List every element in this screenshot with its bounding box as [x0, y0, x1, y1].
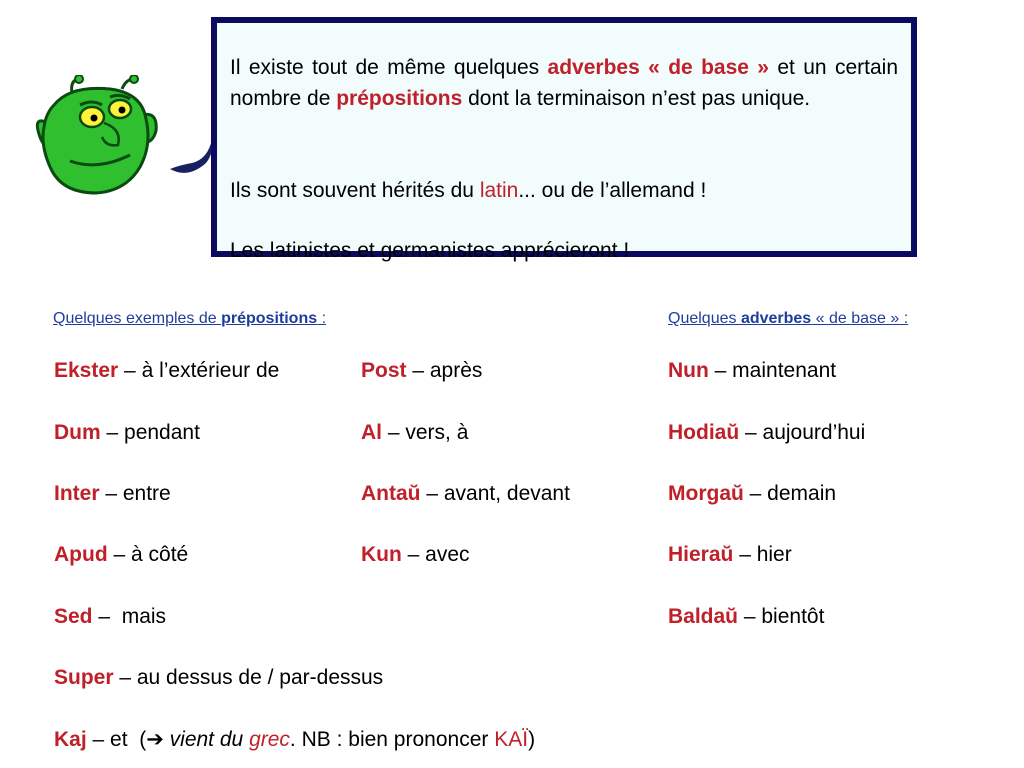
translation: – à côté	[107, 543, 189, 566]
preposition-entry	[361, 358, 482, 384]
header-text: « de base » :	[811, 310, 909, 327]
preposition-entry	[54, 420, 200, 446]
esperanto-word: Kaj	[54, 728, 87, 751]
info-text: et un certain nombre de	[230, 56, 898, 110]
info-text: Les latinistes et germanistes apprécieront !	[230, 239, 630, 262]
translation: – bientôt	[738, 605, 825, 628]
preposition-entry	[54, 604, 166, 630]
translation: – au dessus de / par-dessus	[113, 666, 384, 689]
adverb-entry	[668, 358, 836, 384]
adverb-entry	[668, 481, 836, 507]
arrow-right-icon: ➔	[146, 728, 164, 751]
info-text: ... ou de l’allemand !	[518, 179, 707, 202]
preposition-entry	[361, 542, 470, 568]
info-text: dont la terminaison n’est pas unique.	[462, 87, 811, 110]
translation: – avant, devant	[420, 482, 570, 505]
translation: – maintenant	[708, 359, 837, 382]
esperanto-word: Al	[361, 421, 382, 444]
info-paragraph-2	[230, 175, 898, 206]
keyword-kai: KAÏ	[494, 728, 529, 751]
esperanto-word: Post	[361, 359, 407, 382]
translation: – demain	[743, 482, 837, 505]
info-text: Il existe tout de même quelques	[230, 56, 548, 79]
adverb-entry	[668, 420, 865, 446]
esperanto-word: Hieraŭ	[668, 543, 734, 566]
translation: – avec	[401, 543, 470, 566]
esperanto-word: Morgaŭ	[668, 482, 744, 505]
header-bold-text: prépositions	[221, 310, 318, 327]
header-bold-text: adverbes	[740, 310, 812, 327]
preposition-entry	[54, 542, 188, 568]
keyword-grec: grec	[249, 728, 290, 751]
preposition-entry	[54, 358, 279, 384]
translation: – et (	[86, 728, 147, 751]
etymology-text: vient du	[163, 728, 250, 751]
adverb-entry	[668, 542, 792, 568]
header-text: Quelques	[668, 310, 741, 327]
esperanto-word: Ekster	[54, 359, 119, 382]
esperanto-word: Antaŭ	[361, 482, 421, 505]
translation: – après	[406, 359, 483, 382]
translation: – pendant	[100, 421, 200, 444]
preposition-entry	[54, 665, 383, 691]
keyword-prepositions: prépositions	[336, 87, 463, 110]
pronunciation-note: . NB : bien prononcer	[289, 728, 495, 751]
esperanto-word: Dum	[54, 421, 101, 444]
esperanto-word: Super	[54, 666, 114, 689]
keyword-adverbes: adverbes « de base »	[547, 56, 769, 79]
esperanto-word: Nun	[668, 359, 709, 382]
translation: – hier	[733, 543, 792, 566]
translation: – entre	[99, 482, 171, 505]
prepositions-section-header	[53, 310, 326, 328]
esperanto-word: Apud	[54, 543, 108, 566]
header-text: :	[317, 310, 327, 327]
esperanto-word: Sed	[54, 605, 93, 628]
translation: – mais	[92, 605, 167, 628]
translation: – vers, à	[382, 421, 469, 444]
adverbs-section-header	[668, 310, 908, 328]
esperanto-word: Kun	[361, 543, 402, 566]
preposition-entry	[361, 481, 570, 507]
info-paragraph-3	[230, 235, 898, 266]
info-paragraph-1	[230, 52, 898, 114]
preposition-entry	[54, 481, 171, 507]
esperanto-word: Inter	[54, 482, 100, 505]
esperanto-word: Baldaŭ	[668, 605, 739, 628]
green-cartoon-character-illustration	[30, 75, 230, 205]
preposition-entry-kaj	[54, 727, 535, 753]
info-text: Ils sont souvent hérités du	[230, 179, 480, 202]
translation: – aujourd’hui	[739, 421, 866, 444]
closing-paren: )	[528, 728, 536, 751]
preposition-entry	[361, 420, 468, 446]
info-callout-box	[211, 17, 917, 262]
translation: – à l’extérieur de	[118, 359, 280, 382]
keyword-latin: latin	[479, 179, 519, 202]
adverb-entry	[668, 604, 824, 630]
esperanto-word: Hodiaŭ	[668, 421, 740, 444]
header-text: Quelques exemples de	[53, 310, 222, 327]
